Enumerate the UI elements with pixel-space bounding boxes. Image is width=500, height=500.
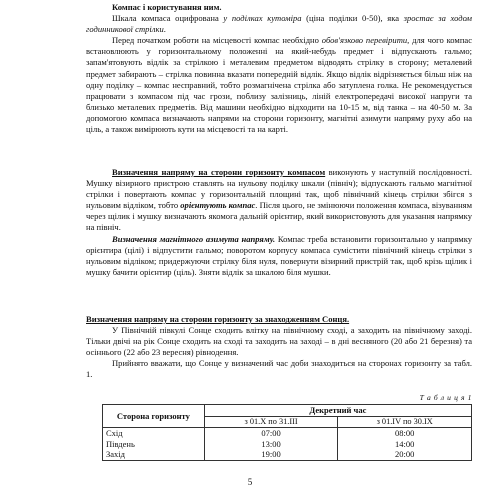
sun-direction-table: [102, 404, 472, 461]
compass-check-paragraph: Перед початком роботи на місцевості компас необхідно обов'язково перевірити, для чого компас встановлюють у горизонтальному положенні на який-небудь предмет і відпускають гальмо; запам'ятовують відлік за стрілкою і металевим предметом відводять стрілку в сторону; металевий предмет забирають – стрілка повинна вказати попередній відлік. Якщо відлік відрізняється більш ніж на одну поділку – компас несправний, тобто розмагнічена стрілка або затуплена голка. Не рекомендується працювати з компасом під час грози, поблизу залізниць, ліній електропередачі високої напруги та близько металевих предметів. Від машини необхідно відходити на 10-15 м, від танка – на 40-50 м. За допомогою компаса визначають напрями на сторони горизонту, магнітні азимути напряму руху або на ціль, а також вимірюють кути на місцевості та на карті.: [86, 35, 472, 135]
compass-section: [86, 2, 472, 135]
table-row: Захід 19:00 20:00: [103, 449, 472, 460]
sun-section: [86, 314, 472, 381]
directions-paragraph: Визначення напряму на сторони горизонту компасом виконують у наступній послідовності. Мушку візирного пристрою ставлять на нульову поділку шкали (північ); відпускають гальмо магнітної стрілки і повертають компас у горизонтальній площині так, щоб північний кінець стрілки збігся з нульовим відліком, тобто орієнтують компас. Після цього, не змінюючи положення компаса, візуванням через щілик і мушку визначають якомога дальній орієнтир, який використовують для указання напрямку на північ.: [86, 167, 472, 233]
period-2-header: з 01.IV по 30.IX: [338, 416, 472, 428]
compass-heading: Компас і користування ним.: [112, 2, 222, 12]
sun-paragraph-2: Прийнято вважати, що Сонце у визначений час доби знаходиться на сторонах горизонту за табл. 1.: [86, 358, 472, 380]
table-caption: Т а б л и ц я 1: [419, 393, 472, 402]
page-number: 5: [247, 477, 253, 487]
compass-directions-section: [86, 167, 472, 278]
compass-scale-paragraph: Шкала компаса оцифрована у поділках кутоміра (ціна поділки 0-50), яка зростає за ходом годинникової стрілки.: [86, 13, 473, 35]
sun-paragraph-1: У Північній півкулі Сонце сходить влітку на північному сході, а заходить на північному заході. Тільки двічі на рік Сонце сходить на сході та заходить на заході – в дні весняного (20 або 21 березня) та осіннього (22 або 23 вересня) рівнодення.: [86, 325, 472, 358]
table-row: Південь 13:00 14:00: [103, 439, 472, 450]
sun-heading: Визначення напряму на сторони горизонту за знаходженням Сонця.: [86, 314, 350, 324]
azimuth-paragraph: Визначення магнітного азимута напряму. Компас треба встановити горизонтально у напрямку орієнтира (цілі) і відпустити гальмо; поворотом корпусу компаса сумістити північний кінець стрілки з нульовим відліком; придержуючи стрілку біля нуля, повернути візирний пристрій так, щоб крізь щілик і мушку бачити орієнтир (ціль). Зняти відлік за шкалою біля мушки.: [86, 233, 473, 277]
table-header-row: [103, 405, 472, 417]
col-side-header: Сторона горизонту: [103, 405, 205, 428]
col-time-header: Декретний час: [204, 405, 471, 417]
period-1-header: з 01.X по 31.III: [204, 416, 338, 428]
table-row: Схід 07:00 08:00: [103, 428, 472, 439]
